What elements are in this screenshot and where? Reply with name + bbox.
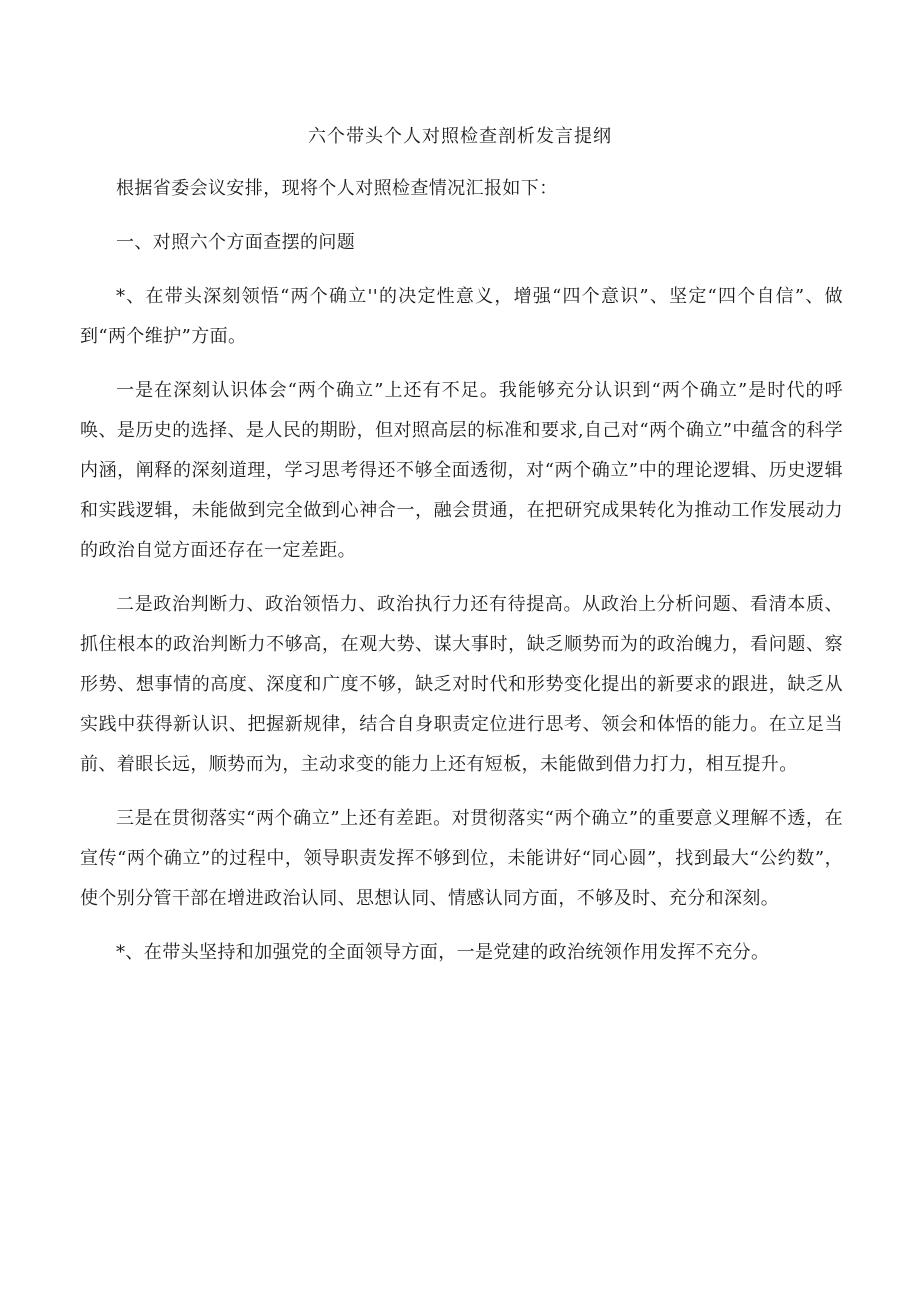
paragraph-point-2: 二是政治判断力、政治领悟力、政治执行力还有待提高。从政治上分析问题、看清本质、抓住根本的政治判断力不够高，在观大势、谋大事时，缺乏顺势而为的政治魄力，看问题、察形势、想事情的高度、深度和广度不够，缺乏对时代和形势变化提出的新要求的跟进，缺乏从实践中获得新认识、把握新规律，结合自身职责定位进行思考、领会和体悟的能力。在立足当前、着眼长远，顺势而为，主动求变的能力上还有短板，未能做到借力打力，相互提升。 xyxy=(80,594,843,775)
document-title: 六个带头个人对照检查剖析发言提纲 xyxy=(308,126,612,147)
paragraph-point-1: 一是在深刻认识体会“两个确立”上还有不足。我能够充分认识到“两个确立”是时代的呼唤、是历史的选择、是人民的期盼，但对照高层的标准和要求,自己对“两个确立”中蕴含的科学内涵，阐释的深刻道理，学习思考得还不够全面透彻，对“两个确立”中的理论逻辑、历史逻辑和实践逻辑，未能做到完全做到心神合一，融会贯通，在把研究成果转化为推动工作发展动力的政治自觉方面还存在一定差距。 xyxy=(80,380,843,561)
paragraph-point-3: 三是在贯彻落实“两个确立”上还有差距。对贯彻落实“两个确立”的重要意义理解不透，在宣传“两个确立”的过程中，领导职责发挥不够到位，未能讲好“同心圆”，找到最大“公约数”，使个别分管干部在增进政治认同、思想认同、情感认同方面，不够及时、充分和深刻。 xyxy=(80,808,843,909)
subsection-heading-1: *、在带头深刻领悟“两个确立''的决定性意义，增强“四个意识”、坚定“四个自信”、做到“两个维护”方面。 xyxy=(80,286,843,347)
document-body xyxy=(80,169,843,987)
subsection-heading-2: *、在带头坚持和加强党的全面领导方面，一是党建的政治统领作用发挥不充分。 xyxy=(116,942,770,963)
intro-paragraph: 根据省委会议安排，现将个人对照检查情况汇报如下： xyxy=(116,178,558,199)
section-heading: 一、对照六个方面查摆的问题 xyxy=(116,232,356,253)
